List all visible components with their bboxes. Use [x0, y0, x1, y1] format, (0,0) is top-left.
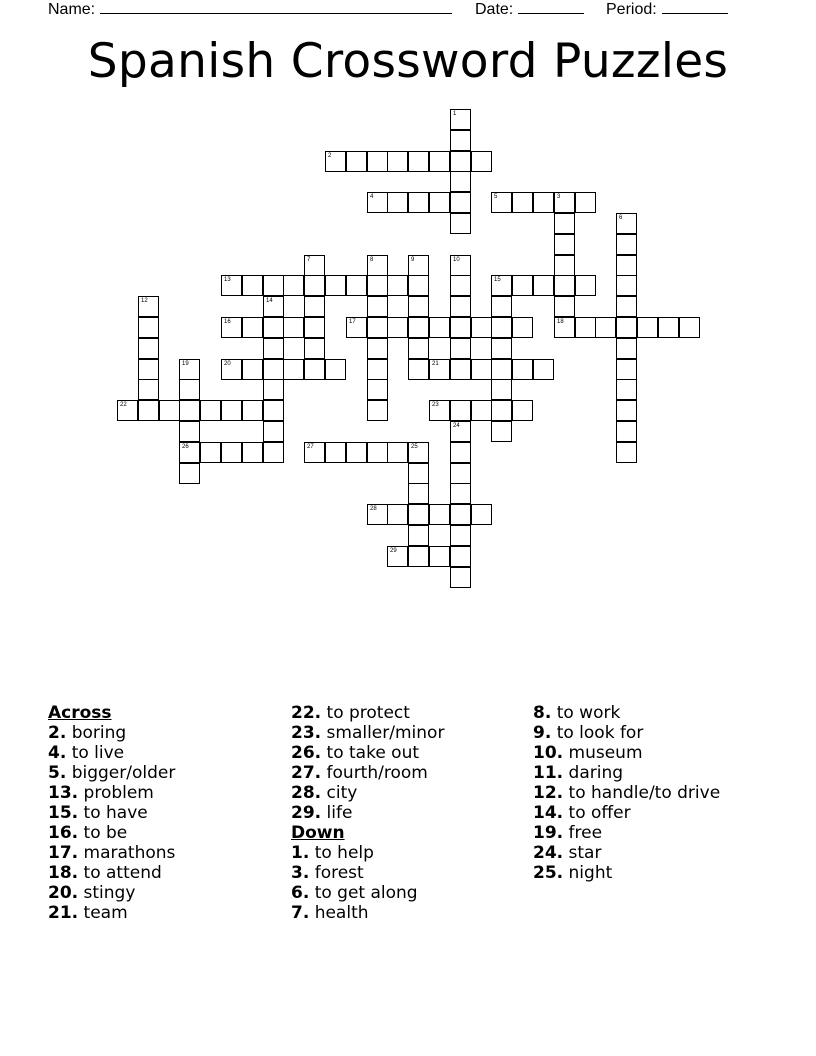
clue-number: 17 [349, 319, 356, 325]
grid-cell[interactable] [179, 442, 200, 463]
grid-cell[interactable] [450, 359, 471, 380]
across-clue [48, 743, 175, 763]
grid-cell[interactable] [367, 379, 388, 400]
student-info-header [48, 0, 768, 19]
clue-text: health [314, 903, 369, 923]
down-clue [533, 703, 720, 723]
grid-cell[interactable] [616, 213, 637, 234]
grid-cell[interactable] [554, 317, 575, 338]
date-label: Date: [475, 1, 514, 18]
clue-number: 23 [432, 402, 439, 408]
clue-number: 5 [494, 194, 498, 200]
grid-cell[interactable] [512, 359, 533, 380]
clue-text: city [326, 783, 358, 803]
across-clue [48, 843, 175, 863]
grid-cell[interactable] [616, 442, 637, 463]
grid-cell[interactable] [304, 338, 325, 359]
clue-number: 4 [370, 194, 374, 200]
clue-num: 9. [533, 723, 552, 743]
grid-cell[interactable] [533, 192, 554, 213]
grid-cell[interactable] [263, 275, 284, 296]
clue-column-1 [48, 703, 175, 923]
grid-cell[interactable] [450, 567, 471, 588]
clue-number: 9 [411, 257, 415, 263]
grid-cell[interactable] [450, 275, 471, 296]
grid-cell[interactable] [138, 379, 159, 400]
grid-cell[interactable] [283, 359, 304, 380]
grid-cell[interactable] [450, 192, 471, 213]
grid-cell[interactable] [283, 317, 304, 338]
clue-column-2 [291, 703, 444, 923]
grid-cell[interactable] [450, 213, 471, 234]
grid-cell[interactable] [575, 192, 596, 213]
grid-cell[interactable] [263, 359, 284, 380]
grid-cell[interactable] [491, 338, 512, 359]
grid-cell[interactable] [450, 109, 471, 130]
grid-cell[interactable] [450, 463, 471, 484]
grid-cell[interactable] [491, 400, 512, 421]
grid-cell[interactable] [408, 151, 429, 172]
clue-num: 1. [291, 843, 310, 863]
grid-cell[interactable] [575, 317, 596, 338]
across-clue [291, 723, 444, 743]
grid-cell[interactable] [491, 379, 512, 400]
clue-text: to live [71, 743, 125, 763]
grid-cell[interactable] [138, 359, 159, 380]
clue-number: 2 [328, 153, 332, 159]
grid-cell[interactable] [367, 275, 388, 296]
grid-cell[interactable] [263, 400, 284, 421]
clue-number: 14 [266, 298, 273, 304]
clue-text: to have [83, 803, 148, 823]
grid-cell[interactable] [200, 400, 221, 421]
grid-cell[interactable] [138, 296, 159, 317]
grid-cell[interactable] [429, 504, 450, 525]
grid-cell[interactable] [408, 338, 429, 359]
grid-cell[interactable] [450, 421, 471, 442]
grid-cell[interactable] [346, 317, 367, 338]
grid-cell[interactable] [408, 317, 429, 338]
grid-cell[interactable] [616, 317, 637, 338]
grid-cell[interactable] [221, 317, 242, 338]
grid-cell[interactable] [450, 317, 471, 338]
grid-cell[interactable] [263, 379, 284, 400]
clue-text: team [83, 903, 128, 923]
across-heading: Across [48, 703, 112, 723]
grid-cell[interactable] [429, 317, 450, 338]
clue-text: smaller/minor [326, 723, 445, 743]
grid-cell[interactable] [242, 442, 263, 463]
clue-number: 20 [224, 361, 231, 367]
grid-cell[interactable] [304, 359, 325, 380]
grid-cell[interactable] [491, 296, 512, 317]
grid-cell[interactable] [408, 442, 429, 463]
down-clue [533, 763, 720, 783]
clue-number: 26 [182, 444, 189, 450]
grid-cell[interactable] [408, 255, 429, 276]
down-clue [291, 903, 444, 923]
grid-cell[interactable] [221, 442, 242, 463]
clue-num: 13. [48, 783, 79, 803]
grid-cell[interactable] [387, 275, 408, 296]
down-clue [291, 883, 444, 903]
grid-cell[interactable] [367, 359, 388, 380]
clue-text: daring [568, 763, 624, 783]
clue-text: night [568, 863, 613, 883]
clue-num: 4. [48, 743, 67, 763]
grid-cell[interactable] [512, 317, 533, 338]
clue-text: star [568, 843, 602, 863]
grid-cell[interactable] [554, 296, 575, 317]
grid-cell[interactable] [408, 525, 429, 546]
clue-num: 14. [533, 803, 564, 823]
grid-cell[interactable] [450, 442, 471, 463]
clue-text: to attend [83, 863, 162, 883]
grid-cell[interactable] [325, 359, 346, 380]
grid-cell[interactable] [179, 400, 200, 421]
grid-cell[interactable] [554, 192, 575, 213]
clue-num: 3. [291, 863, 310, 883]
grid-cell[interactable] [325, 151, 346, 172]
clue-num: 28. [291, 783, 322, 803]
clue-number: 13 [224, 277, 231, 283]
clue-text: to take out [326, 743, 420, 763]
grid-cell[interactable] [387, 504, 408, 525]
grid-cell[interactable] [450, 525, 471, 546]
clue-number: 21 [432, 361, 439, 367]
grid-cell[interactable] [408, 546, 429, 567]
grid-cell[interactable] [263, 442, 284, 463]
clue-text: marathons [83, 843, 176, 863]
grid-cell[interactable] [575, 275, 596, 296]
grid-cell[interactable] [533, 275, 554, 296]
across-clue [291, 803, 444, 823]
grid-cell[interactable] [471, 359, 492, 380]
grid-cell[interactable] [408, 275, 429, 296]
clue-text: to handle/to drive [568, 783, 721, 803]
grid-cell[interactable] [179, 463, 200, 484]
clue-number: 15 [494, 277, 501, 283]
across-clue [48, 763, 175, 783]
grid-cell[interactable] [450, 151, 471, 172]
grid-cell[interactable] [679, 317, 700, 338]
grid-cell[interactable] [138, 317, 159, 338]
grid-cell[interactable] [533, 359, 554, 380]
clue-num: 5. [48, 763, 67, 783]
grid-cell[interactable] [491, 275, 512, 296]
across-clue [291, 763, 444, 783]
clue-num: 19. [533, 823, 564, 843]
grid-cell[interactable] [450, 546, 471, 567]
clue-num: 27. [291, 763, 322, 783]
grid-cell[interactable] [595, 317, 616, 338]
grid-cell[interactable] [616, 400, 637, 421]
grid-cell[interactable] [637, 317, 658, 338]
grid-cell[interactable] [450, 130, 471, 151]
grid-cell[interactable] [325, 275, 346, 296]
grid-cell[interactable] [554, 213, 575, 234]
grid-cell[interactable] [263, 338, 284, 359]
grid-cell[interactable] [429, 192, 450, 213]
name-label: Name: [48, 1, 96, 18]
clue-number: 16 [224, 319, 231, 325]
down-clue [533, 743, 720, 763]
grid-cell[interactable] [221, 359, 242, 380]
grid-cell[interactable] [471, 504, 492, 525]
grid-cell[interactable] [658, 317, 679, 338]
clue-text: to offer [568, 803, 631, 823]
grid-cell[interactable] [387, 442, 408, 463]
grid-cell[interactable] [117, 400, 138, 421]
grid-cell[interactable] [179, 421, 200, 442]
period-line[interactable] [662, 0, 728, 14]
grid-cell[interactable] [471, 317, 492, 338]
grid-cell[interactable] [367, 317, 388, 338]
across-clue [48, 803, 175, 823]
clue-number: 24 [453, 423, 460, 429]
grid-cell[interactable] [554, 255, 575, 276]
down-heading: Down [291, 823, 345, 843]
clue-num: 29. [291, 803, 322, 823]
grid-cell[interactable] [616, 379, 637, 400]
grid-cell[interactable] [221, 400, 242, 421]
grid-cell[interactable] [491, 317, 512, 338]
grid-cell[interactable] [179, 359, 200, 380]
clue-number: 7 [307, 257, 311, 263]
clue-num: 16. [48, 823, 79, 843]
clue-text: to be [83, 823, 128, 843]
grid-cell[interactable] [512, 400, 533, 421]
down-clue [291, 863, 444, 883]
grid-cell[interactable] [450, 504, 471, 525]
grid-cell[interactable] [512, 275, 533, 296]
clue-num: 18. [48, 863, 79, 883]
grid-cell[interactable] [616, 255, 637, 276]
grid-cell[interactable] [408, 359, 429, 380]
grid-cell[interactable] [616, 421, 637, 442]
down-clue [533, 863, 720, 883]
grid-cell[interactable] [304, 317, 325, 338]
across-clue [48, 823, 175, 843]
grid-cell[interactable] [304, 296, 325, 317]
down-clue [533, 823, 720, 843]
grid-cell[interactable] [387, 192, 408, 213]
clue-text: to help [314, 843, 374, 863]
grid-cell[interactable] [616, 296, 637, 317]
down-clue [533, 803, 720, 823]
grid-cell[interactable] [471, 400, 492, 421]
grid-cell[interactable] [242, 275, 263, 296]
clue-num: 22. [291, 703, 322, 723]
clue-text: free [568, 823, 603, 843]
clue-num: 10. [533, 743, 564, 763]
grid-cell[interactable] [367, 192, 388, 213]
grid-cell[interactable] [367, 504, 388, 525]
clue-number: 18 [557, 319, 564, 325]
clue-num: 21. [48, 903, 79, 923]
grid-cell[interactable] [242, 359, 263, 380]
clue-number: 1 [453, 111, 457, 117]
grid-cell[interactable] [242, 400, 263, 421]
grid-cell[interactable] [138, 338, 159, 359]
date-line[interactable] [518, 0, 584, 14]
grid-cell[interactable] [450, 296, 471, 317]
clue-text: fourth/room [326, 763, 428, 783]
grid-cell[interactable] [304, 442, 325, 463]
clue-column-3 [533, 703, 720, 883]
date-field[interactable] [475, 0, 584, 19]
down-clue [533, 783, 720, 803]
across-clue [291, 743, 444, 763]
grid-cell[interactable] [263, 421, 284, 442]
clue-text: bigger/older [71, 763, 176, 783]
grid-cell[interactable] [387, 317, 408, 338]
clue-number: 27 [307, 444, 314, 450]
grid-cell[interactable] [491, 421, 512, 442]
clue-text: to protect [326, 703, 410, 723]
grid-cell[interactable] [346, 151, 367, 172]
grid-cell[interactable] [138, 400, 159, 421]
grid-cell[interactable] [304, 275, 325, 296]
clue-num: 23. [291, 723, 322, 743]
grid-cell[interactable] [387, 151, 408, 172]
clue-num: 24. [533, 843, 564, 863]
grid-cell[interactable] [408, 463, 429, 484]
grid-cell[interactable] [450, 400, 471, 421]
clue-text: forest [314, 863, 364, 883]
across-clue [291, 783, 444, 803]
grid-cell[interactable] [263, 317, 284, 338]
grid-cell[interactable] [429, 400, 450, 421]
grid-cell[interactable] [554, 234, 575, 255]
across-clue [48, 723, 175, 743]
grid-cell[interactable] [450, 171, 471, 192]
clue-text: stingy [83, 883, 136, 903]
clue-number: 8 [370, 257, 374, 263]
grid-cell[interactable] [304, 255, 325, 276]
grid-cell[interactable] [616, 359, 637, 380]
clue-num: 11. [533, 763, 564, 783]
name-field[interactable] [48, 0, 452, 19]
clue-num: 8. [533, 703, 552, 723]
grid-cell[interactable] [387, 546, 408, 567]
grid-cell[interactable] [367, 338, 388, 359]
grid-cell[interactable] [512, 192, 533, 213]
clue-num: 20. [48, 883, 79, 903]
period-field[interactable] [606, 0, 728, 19]
grid-cell[interactable] [367, 400, 388, 421]
down-clue [533, 843, 720, 863]
grid-cell[interactable] [408, 504, 429, 525]
clue-number: 10 [453, 257, 460, 263]
clue-num: 17. [48, 843, 79, 863]
grid-cell[interactable] [616, 275, 637, 296]
grid-cell[interactable] [408, 296, 429, 317]
clue-number: 3 [557, 194, 561, 200]
grid-cell[interactable] [367, 296, 388, 317]
grid-cell[interactable] [367, 151, 388, 172]
grid-cell[interactable] [242, 317, 263, 338]
clue-num: 25. [533, 863, 564, 883]
grid-cell[interactable] [408, 192, 429, 213]
grid-cell[interactable] [200, 442, 221, 463]
clue-text: boring [71, 723, 127, 743]
across-clue [48, 903, 175, 923]
period-label: Period: [606, 1, 657, 18]
clue-number: 19 [182, 361, 189, 367]
grid-cell[interactable] [367, 442, 388, 463]
grid-cell[interactable] [346, 442, 367, 463]
grid-cell[interactable] [450, 483, 471, 504]
grid-cell[interactable] [408, 483, 429, 504]
grid-cell[interactable] [554, 275, 575, 296]
clue-num: 2. [48, 723, 67, 743]
clue-text: to look for [556, 723, 644, 743]
across-clue [48, 863, 175, 883]
down-clue [533, 723, 720, 743]
clue-text: to work [556, 703, 621, 723]
clue-number: 12 [141, 298, 148, 304]
grid-cell[interactable] [346, 275, 367, 296]
clue-text: museum [568, 743, 643, 763]
grid-cell[interactable] [450, 338, 471, 359]
clue-number: 29 [390, 548, 397, 554]
clue-number: 28 [370, 506, 377, 512]
clue-num: 12. [533, 783, 564, 803]
grid-cell[interactable] [179, 379, 200, 400]
grid-cell[interactable] [616, 338, 637, 359]
clue-num: 6. [291, 883, 310, 903]
grid-cell[interactable] [367, 255, 388, 276]
grid-cell[interactable] [325, 442, 346, 463]
clue-number: 22 [120, 402, 127, 408]
grid-cell[interactable] [263, 296, 284, 317]
clue-text: problem [83, 783, 154, 803]
grid-cell[interactable] [616, 234, 637, 255]
clue-num: 15. [48, 803, 79, 823]
grid-cell[interactable] [283, 275, 304, 296]
clue-number: 6 [619, 215, 623, 221]
clue-number: 25 [411, 444, 418, 450]
clue-text: life [326, 803, 353, 823]
grid-cell[interactable] [429, 359, 450, 380]
grid-cell[interactable] [491, 192, 512, 213]
grid-cell[interactable] [159, 400, 180, 421]
clue-num: 26. [291, 743, 322, 763]
name-line[interactable] [100, 0, 452, 14]
clue-num: 7. [291, 903, 310, 923]
grid-cell[interactable] [221, 275, 242, 296]
grid-cell[interactable] [491, 359, 512, 380]
across-clue [291, 703, 444, 723]
down-clue [291, 843, 444, 863]
grid-cell[interactable] [429, 151, 450, 172]
grid-cell[interactable] [429, 546, 450, 567]
clue-text: to get along [314, 883, 418, 903]
page-title: Spanish Crossword Puzzles [87, 34, 729, 89]
across-clue [48, 783, 175, 803]
across-clue [48, 883, 175, 903]
grid-cell[interactable] [471, 151, 492, 172]
grid-cell[interactable] [450, 255, 471, 276]
